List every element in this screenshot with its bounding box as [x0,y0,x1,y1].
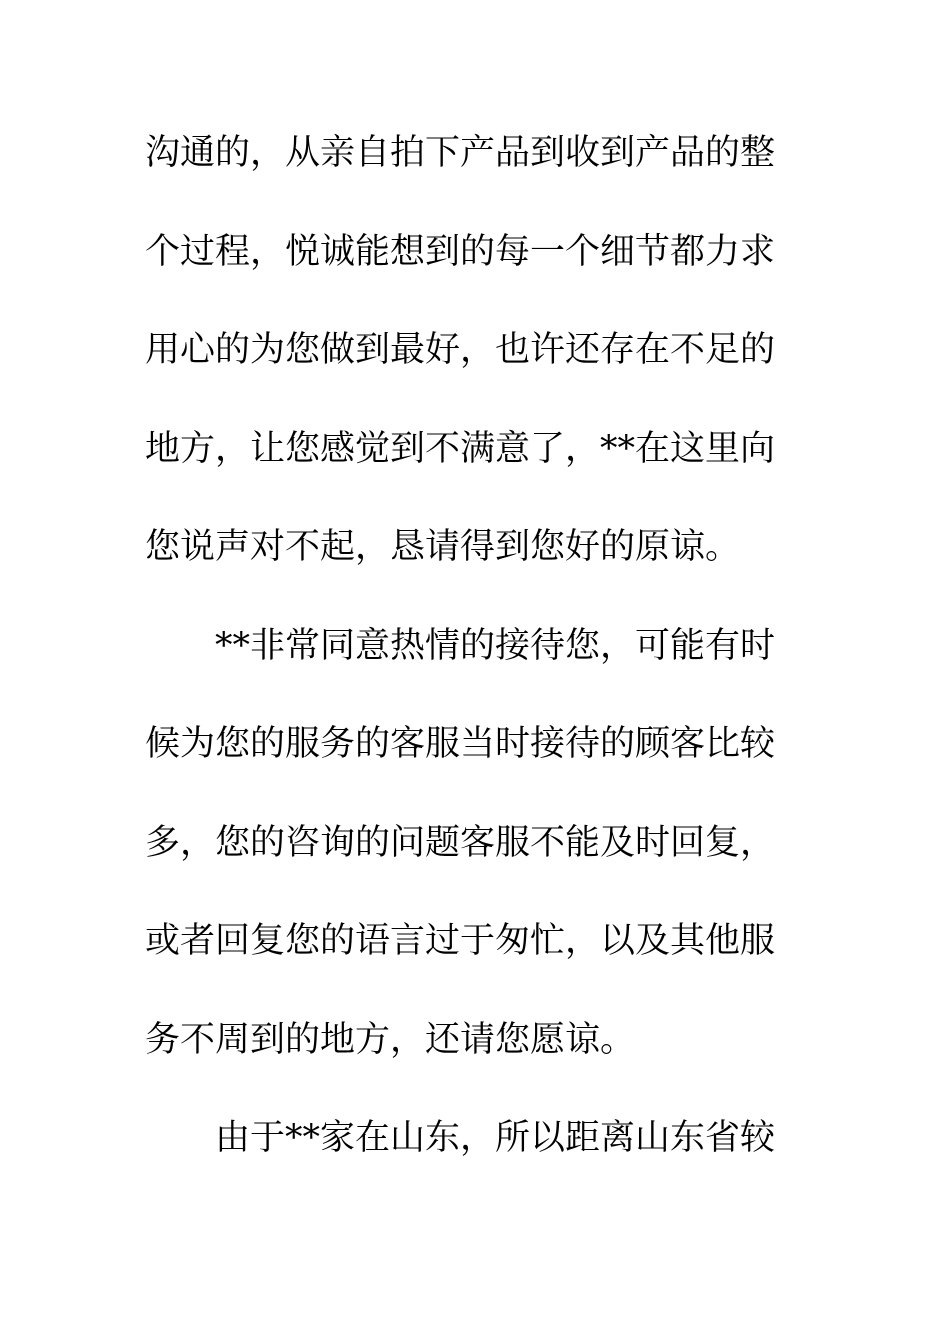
paragraph-line: 或者回复您的语言过于匆忙，以及其他服 [145,921,776,961]
paragraph-first-line: **非常同意热情的接待您，可能有时 [215,625,776,666]
paragraph-line: 您说声对不起，恳请得到您好的原谅。 [145,527,741,567]
paragraph-line: 务不周到的地方，还请您愿谅。 [145,1019,636,1060]
body-text [145,123,785,1207]
paragraph-line: 多，您的咨询的问题客服不能及时回复， [145,822,776,863]
paragraph-line: 用心的为您做到最好，也许还存在不足的 [145,330,776,370]
paragraph-line: 沟通的，从亲自拍下产品到收到产品的整 [145,133,776,173]
paragraph-first-line: 由于**家在山东，所以距离山东省较 [215,1118,776,1158]
paragraph-line: 个过程，悦诚能想到的每一个细节都力求 [145,231,776,272]
paragraph-line: 候为您的服务的客服当时接待的顾客比较 [145,724,776,764]
paragraph-line: 地方，让您感觉到不满意了，**在这里向 [145,428,776,469]
